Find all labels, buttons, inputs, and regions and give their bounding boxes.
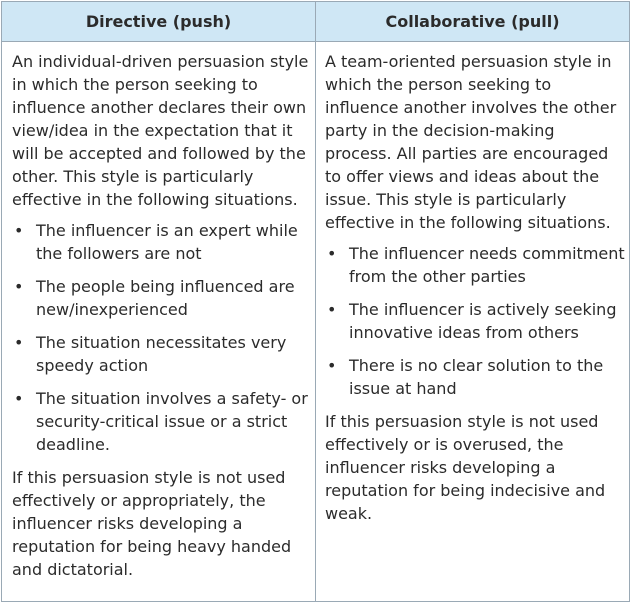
header-directive: Directive (push) — [85, 12, 232, 31]
directive-intro: An individual-driven persuasion style in which the person seeking to influence another declares their own view/idea in the expectation that it will be accepted and followed by the other. This style is particularly effective in the following situations. — [12, 52, 309, 209]
comparison-table — [1, 1, 630, 602]
directive-bullet-list — [12, 219, 310, 456]
directive-column — [12, 50, 310, 581]
list-item: • The influencer needs commitment from the other parties — [325, 242, 625, 288]
list-item: • The situation involves a safety- or security-critical issue or a strict deadline. — [12, 387, 310, 456]
list-item: • The influencer is an expert while the followers are not — [12, 219, 310, 265]
collaborative-column — [325, 50, 625, 525]
column-divider — [315, 2, 316, 601]
list-item: • The people being influenced are new/inexperienced — [12, 275, 310, 321]
list-item: • There is no clear solution to the issue at hand — [325, 354, 625, 400]
header-collaborative: Collaborative (pull) — [385, 12, 560, 31]
collaborative-conclusion: If this persuasion style is not used effectively or is overused, the influencer risks developing a reputation for being indecisive and weak. — [325, 412, 606, 523]
list-item: • The influencer is actively seeking innovative ideas from others — [325, 298, 625, 344]
collaborative-bullet-list — [325, 242, 625, 400]
collaborative-intro: A team-oriented persuasion style in which the person seeking to influence another involves the other party in the decision-making process. All parties are encouraged to offer views and ideas about the issue. This style is particularly effective in the following situations. — [325, 52, 617, 232]
directive-conclusion: If this persuasion style is not used effectively or appropriately, the influencer risks developing a reputation for being heavy handed and dictatorial. — [12, 468, 292, 579]
list-item: • The situation necessitates very speedy action — [12, 331, 310, 377]
